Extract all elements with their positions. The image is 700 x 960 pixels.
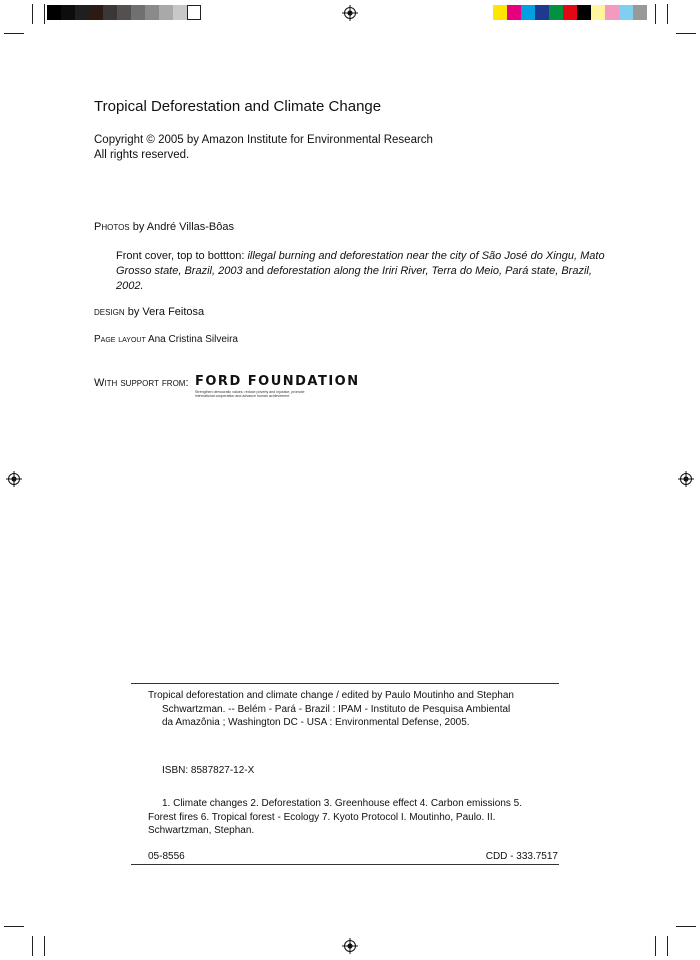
registration-mark-icon — [678, 471, 694, 487]
registration-mark-icon — [342, 938, 358, 954]
catalog-bottom-rule — [131, 864, 559, 865]
copyright-line: Copyright © 2005 by Amazon Institute for Environmental Research — [94, 134, 433, 146]
color-swatch — [61, 5, 75, 20]
subject-headings — [148, 797, 558, 838]
color-swatch — [145, 5, 159, 20]
registration-mark-icon — [6, 471, 22, 487]
photos-by: by André Villas-Bôas — [132, 221, 235, 233]
photo-credit — [94, 221, 234, 233]
color-swatch — [577, 5, 591, 20]
design-credit — [94, 306, 204, 318]
copyright-notice — [94, 133, 433, 163]
cdd-classification: CDD - 333.7517 — [485, 851, 558, 862]
catalog-entry-line: Schwartzman. -- Belém - Pará - Brazil : IPAM - Instituto de Pesquisa Ambiental — [162, 703, 511, 715]
subject-line: Schwartzman, Stephan. — [148, 825, 255, 836]
layout-by: Ana Cristina Silveira — [147, 334, 238, 345]
ford-foundation-tagline: Strengthen democratic values, reduce poverty and injustice, promote international cooperation and advance human achievement — [195, 390, 305, 398]
rights-reserved: All rights reserved. — [94, 149, 190, 161]
color-swatch — [117, 5, 131, 20]
isbn: ISBN: 8587827-12-X — [162, 765, 255, 776]
color-control-bar — [493, 5, 647, 20]
book-title: Tropical Deforestation and Climate Change — [94, 98, 382, 115]
color-swatch — [89, 5, 103, 20]
color-swatch — [159, 5, 173, 20]
color-swatch — [619, 5, 633, 20]
layout-credit — [94, 334, 238, 345]
call-number: 05-8556 — [148, 851, 185, 862]
catalog-top-rule — [131, 683, 559, 684]
color-swatch — [563, 5, 577, 20]
front-cover-photo-2: deforestation along the Iriri River, Terra do Meio, Pará state, Brazil, 2002. — [116, 265, 592, 292]
support-label: With support from: — [94, 377, 189, 389]
design-by: by Vera Feitosa — [127, 306, 205, 318]
registration-mark-icon — [342, 5, 358, 21]
color-swatch — [521, 5, 535, 20]
color-swatch — [493, 5, 507, 20]
catalog-entry — [148, 689, 558, 730]
front-cover-photo-1: illegal burning and deforestation near the city of São José do Xingu, Mato Grosso state, Brazil, 2003 — [116, 250, 605, 277]
color-swatch — [187, 5, 201, 20]
color-swatch — [507, 5, 521, 20]
front-cover-intro: Front cover, top to bottton: — [116, 250, 245, 262]
color-swatch — [605, 5, 619, 20]
front-cover-and: and — [245, 265, 264, 277]
color-swatch — [549, 5, 563, 20]
design-label: design — [94, 306, 125, 318]
subject-line: 1. Climate changes 2. Deforestation 3. Greenhouse effect 4. Carbon emissions 5. — [162, 798, 523, 809]
front-cover-caption — [116, 249, 616, 294]
gray-ramp-bar — [47, 5, 201, 20]
ford-foundation-logo — [195, 374, 360, 398]
catalog-entry-line: Tropical deforestation and climate change / edited by Paulo Moutinho and Stephan — [148, 690, 514, 701]
color-swatch — [75, 5, 89, 20]
color-swatch — [633, 5, 647, 20]
color-swatch — [591, 5, 605, 20]
photos-label: Photos — [94, 221, 130, 233]
subject-line: Forest fires 6. Tropical forest - Ecology 7. Kyoto Protocol I. Moutinho, Paulo. II. — [148, 811, 496, 823]
color-swatch — [173, 5, 187, 20]
catalog-entry-line: da Amazônia ; Washington DC - USA : Environmental Defense, 2005. — [162, 717, 470, 728]
color-swatch — [535, 5, 549, 20]
color-swatch — [47, 5, 61, 20]
layout-label: Page layout — [94, 334, 146, 345]
ford-foundation-name: FORD FOUNDATION — [195, 374, 360, 389]
color-swatch — [103, 5, 117, 20]
color-swatch — [131, 5, 145, 20]
